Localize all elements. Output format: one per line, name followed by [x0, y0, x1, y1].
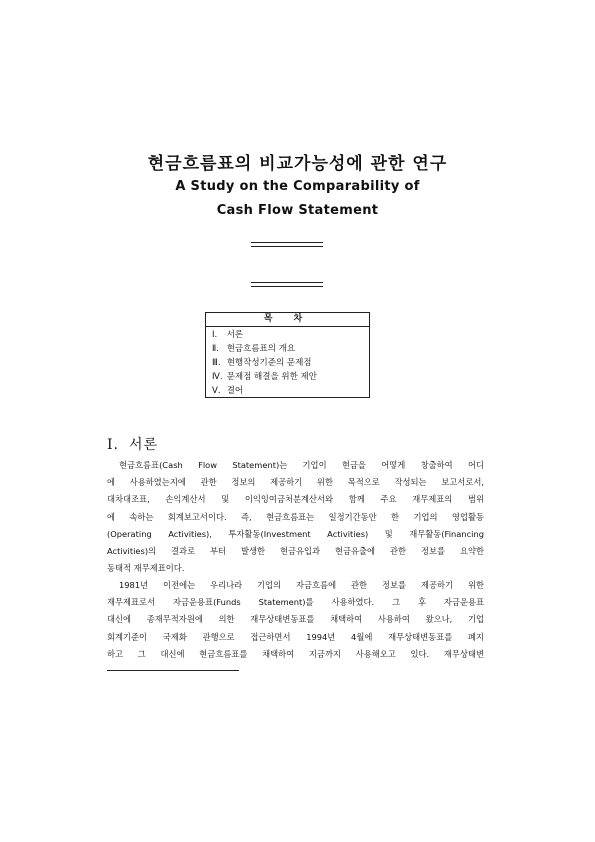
section-number: Ⅰ. [107, 437, 119, 453]
toc-item-number: Ⅴ. [212, 386, 221, 396]
toc-item [212, 370, 369, 384]
toc-item-number: Ⅰ. [212, 330, 218, 340]
toc-item-number: Ⅳ. [212, 372, 223, 382]
section-heading [107, 434, 158, 454]
english-title-line-1: A Study on the Comparability of [175, 179, 420, 194]
paragraph-line: 대차대조표, 손익계산서 및 이익잉여금처분계산서와 함께 주요 재무제표의 범위 [107, 494, 484, 505]
paragraph-2 [107, 577, 484, 663]
paragraph-line: Activities)의 결과로 부터 발생한 현금유입과 현금유출에 관한 정보를 요약한 [107, 546, 484, 557]
footnote-separator [107, 670, 239, 671]
paragraph-line: 1981년 이전에는 우리나라 기업의 자금흐름에 관한 정보를 제공하기 위한 [119, 580, 484, 590]
paragraph-line: 에 속하는 회계보고서이다. 즉, 현금흐름표는 일정기간동안 한 기업의 영업활동 [107, 511, 484, 522]
paragraph-line: 회계기준이 국제화 관행으로 접근하면서 1994년 4월에 재무상태변동표를 폐지 [107, 631, 484, 642]
paragraph-line: (Operating Activities), 투자활동(Investment Activities) 및 재무활동(Financing [107, 528, 484, 539]
toc-item-label: 현행작성기준의 문제점 [226, 358, 312, 368]
paragraph-line: 대신에 종재무적자원에 의한 재무상태변동표를 채택하여 사용하여 왔으나, 기업 [107, 614, 484, 625]
paragraph-line: 재무제표로서 자금운용표(Funds Statement)를 사용하였다. 그 후 자금운용표 [107, 597, 484, 608]
english-title-line-2: Cash Flow Statement [216, 203, 379, 218]
toc-item [212, 328, 369, 342]
paragraph-1 [107, 457, 484, 577]
paragraph-line: 현금흐름표(Cash Flow Statement)는 기업이 현금을 어떻게 창출하여 어디 [119, 460, 484, 470]
paragraph-line: 동태적 재무제표이다. [107, 563, 185, 574]
paragraph-line: 에 사용하였는지에 관한 정보의 제공하기 위한 목적으로 작성되는 보고서로서, [107, 477, 484, 488]
toc-item-label: 현금흐름표의 개요 [226, 344, 296, 354]
toc-item-number: Ⅱ. [212, 344, 219, 354]
section-title: 서론 [128, 437, 159, 453]
toc-item-label: 문제점 해결을 위한 제안 [226, 372, 317, 382]
toc-item-label: 서론 [226, 330, 244, 340]
toc-item [212, 342, 369, 356]
paragraph-line: 하고 그 대신에 현금흐름표를 채택하여 지금까지 사용해오고 있다. 재무상태변 [107, 648, 484, 659]
toc-item [212, 384, 369, 398]
toc-item-number: Ⅲ. [212, 358, 221, 368]
toc-item [212, 356, 369, 370]
toc-list [206, 327, 369, 398]
author-line-bottom [251, 282, 323, 287]
toc-header: 목 차 [206, 313, 369, 327]
table-of-contents [205, 312, 370, 398]
toc-item-label: 결어 [226, 386, 244, 396]
author-line-top [251, 242, 323, 247]
korean-title: 현금흐름표의 비교가능성에 관한 연구 [147, 154, 448, 174]
